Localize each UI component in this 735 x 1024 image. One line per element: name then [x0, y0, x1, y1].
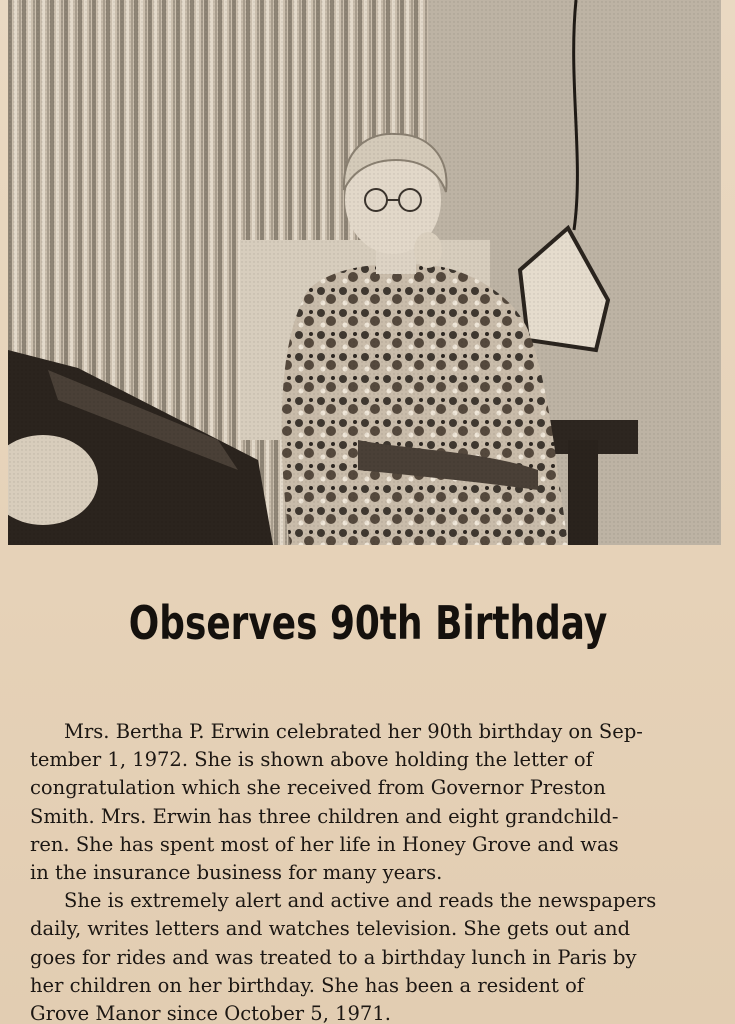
paragraph-2 [30, 887, 710, 1024]
text-line: Grove Manor since October 5, 1971. [30, 1002, 391, 1024]
text-line: in the insurance business for many years. [30, 861, 443, 885]
photo-illustration [8, 0, 721, 545]
text-line: Smith. Mrs. Erwin has three children and eight grandchild- [30, 804, 619, 828]
headline: Observes 90th Birthday [128, 596, 608, 650]
text-line: goes for rides and was treated to a birthday lunch in Paris by [30, 945, 637, 969]
text-line: congratulation which she received from Governor Preston [30, 776, 606, 800]
text-line: Mrs. Bertha P. Erwin celebrated her 90th birthday on Sep- [64, 720, 643, 743]
portrait-photo [8, 0, 721, 545]
text-line: tember 1, 1972. She is shown above holding the letter of [30, 748, 593, 772]
paragraph-1 [30, 718, 710, 887]
text-line: ren. She has spent most of her life in Honey Grove and was [30, 832, 619, 856]
text-line: her children on her birthday. She has been a resident of [30, 973, 585, 997]
text-line: daily, writes letters and watches television. She gets out and [30, 917, 631, 941]
text-line: She is extremely alert and active and reads the newspapers [64, 889, 657, 913]
article-body [30, 718, 710, 1024]
